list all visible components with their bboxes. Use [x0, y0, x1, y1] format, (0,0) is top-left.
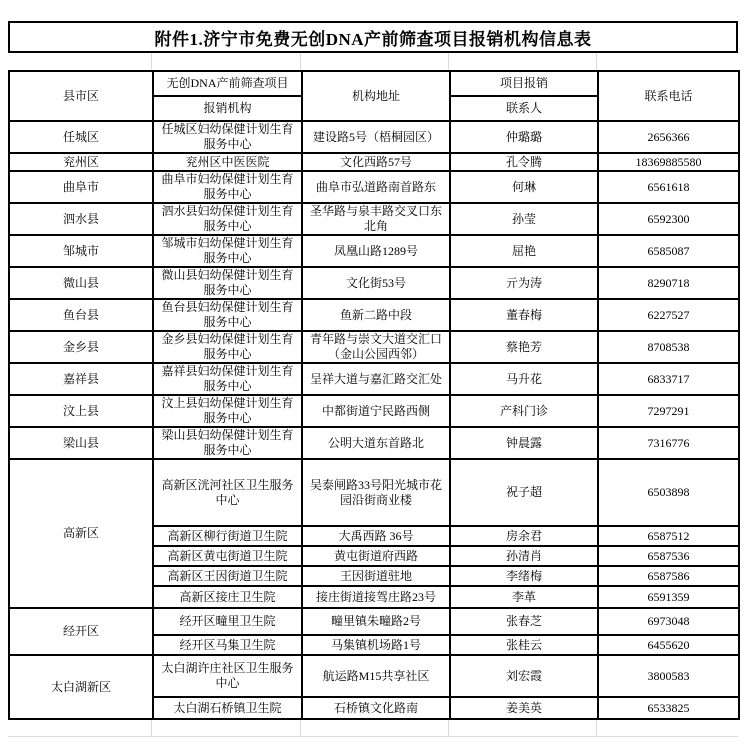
- contact-cell: 张春芝: [450, 608, 598, 635]
- table-row: [9, 299, 739, 331]
- org-cell: 梁山县妇幼保健计划生育服务中心: [153, 427, 302, 459]
- reimbursement-table: [8, 70, 740, 720]
- contact-cell: 孔令腾: [450, 153, 598, 171]
- contact-cell: 孙清肖: [450, 546, 598, 566]
- grid-gap-cell: [597, 53, 738, 70]
- org-cell: 兖州区中医医院: [153, 153, 302, 171]
- address-cell: 中都街道宁民路西侧: [302, 395, 450, 427]
- table-row: [9, 608, 739, 635]
- table-header: [9, 71, 739, 121]
- grid-gap-cell: [8, 720, 152, 736]
- address-cell: 吴泰闸路33号阳光城市花园沿街商业楼: [302, 459, 450, 526]
- phone-cell: 7297291: [598, 395, 739, 427]
- phone-cell: 6227527: [598, 299, 739, 331]
- contact-cell: 钟晨露: [450, 427, 598, 459]
- table-body: [9, 121, 739, 719]
- phone-cell: 6455620: [598, 635, 739, 655]
- org-cell: 高新区洸河社区卫生服务中心: [153, 459, 302, 526]
- grid-gap-cell: [597, 720, 738, 736]
- region-cell: 金乡县: [9, 331, 153, 363]
- grid-gap-cell: [8, 53, 152, 70]
- contact-cell: 李绪梅: [450, 566, 598, 586]
- phone-cell: 2656366: [598, 121, 739, 153]
- address-cell: 疃里镇朱疃路2号: [302, 608, 450, 635]
- address-cell: 鱼新二路中段: [302, 299, 450, 331]
- contact-cell: 屈艳: [450, 235, 598, 267]
- grid-gap-cell: [449, 53, 597, 70]
- contact-cell: 刘宏霞: [450, 655, 598, 697]
- address-cell: 青年路与崇文大道交汇口（金山公园西邻）: [302, 331, 450, 363]
- header-contact-line1: 项目报销: [450, 71, 598, 96]
- region-cell: 曲阜市: [9, 171, 153, 203]
- region-cell: 太白湖新区: [9, 655, 153, 719]
- region-cell: 微山县: [9, 267, 153, 299]
- address-cell: 王因街道驻地: [302, 566, 450, 586]
- phone-cell: 6591359: [598, 586, 739, 608]
- region-cell: 经开区: [9, 608, 153, 655]
- contact-cell: 孙莹: [450, 203, 598, 235]
- table-row: [9, 121, 739, 153]
- header-contact-line2: 联系人: [450, 96, 598, 121]
- table-row: [9, 171, 739, 203]
- address-cell: 石桥镇文化路南: [302, 697, 450, 719]
- table-row: [9, 427, 739, 459]
- phone-cell: 3800583: [598, 655, 739, 697]
- address-cell: 凤凰山路1289号: [302, 235, 450, 267]
- org-cell: 高新区接庄卫生院: [153, 586, 302, 608]
- table-row: [9, 363, 739, 395]
- phone-cell: 6503898: [598, 459, 739, 526]
- grid-gap-row-top: [8, 53, 738, 70]
- org-cell: 太白湖许庄社区卫生服务中心: [153, 655, 302, 697]
- phone-cell: 18369885580: [598, 153, 739, 171]
- contact-cell: 何琳: [450, 171, 598, 203]
- address-cell: 建设路5号（梧桐园区）: [302, 121, 450, 153]
- phone-cell: 6587512: [598, 526, 739, 546]
- address-cell: 圣华路与泉丰路交叉口东北角: [302, 203, 450, 235]
- phone-cell: 6587586: [598, 566, 739, 586]
- address-cell: 黄屯街道府西路: [302, 546, 450, 566]
- phone-cell: 8708538: [598, 331, 739, 363]
- header-region: 县市区: [9, 71, 153, 121]
- org-cell: 曲阜市妇幼保健计划生育服务中心: [153, 171, 302, 203]
- grid-gap-cell: [152, 720, 301, 736]
- contact-cell: 亓为涛: [450, 267, 598, 299]
- org-cell: 邹城市妇幼保健计划生育服务中心: [153, 235, 302, 267]
- table-row: [9, 267, 739, 299]
- table-row: [9, 235, 739, 267]
- grid-gap-row-bottom: [8, 720, 738, 737]
- contact-cell: 李革: [450, 586, 598, 608]
- grid-gap-cell: [449, 720, 597, 736]
- region-cell: 任城区: [9, 121, 153, 153]
- header-phone: 联系电话: [598, 71, 739, 121]
- phone-cell: 6587536: [598, 546, 739, 566]
- table-row: [9, 459, 739, 526]
- grid-gap-cell: [301, 720, 449, 736]
- org-cell: 微山县妇幼保健计划生育服务中心: [153, 267, 302, 299]
- contact-cell: 蔡艳芳: [450, 331, 598, 363]
- org-cell: 经开区疃里卫生院: [153, 608, 302, 635]
- table-row: [9, 655, 739, 697]
- phone-cell: 6561618: [598, 171, 739, 203]
- address-cell: 接庄街道接驾庄路23号: [302, 586, 450, 608]
- contact-cell: 姜美英: [450, 697, 598, 719]
- address-cell: 曲阜市弘道路南首路东: [302, 171, 450, 203]
- phone-cell: 6533825: [598, 697, 739, 719]
- phone-cell: 6973048: [598, 608, 739, 635]
- region-cell: 鱼台县: [9, 299, 153, 331]
- table-row: [9, 153, 739, 171]
- contact-cell: 产科门诊: [450, 395, 598, 427]
- address-cell: 航运路M15共享社区: [302, 655, 450, 697]
- grid-gap-cell: [301, 53, 449, 70]
- address-cell: 公明大道东首路北: [302, 427, 450, 459]
- table-row: [9, 395, 739, 427]
- region-cell: 兖州区: [9, 153, 153, 171]
- page-title: 附件1.济宁市免费无创DNA产前筛查项目报销机构信息表: [8, 21, 738, 53]
- org-cell: 经开区马集卫生院: [153, 635, 302, 655]
- org-cell: 鱼台县妇幼保健计划生育服务中心: [153, 299, 302, 331]
- org-cell: 泗水县妇幼保健计划生育服务中心: [153, 203, 302, 235]
- org-cell: 高新区王因街道卫生院: [153, 566, 302, 586]
- table-row: [9, 331, 739, 363]
- address-cell: 文化街53号: [302, 267, 450, 299]
- org-cell: 金乡县妇幼保健计划生育服务中心: [153, 331, 302, 363]
- contact-cell: 仲璐璐: [450, 121, 598, 153]
- org-cell: 太白湖石桥镇卫生院: [153, 697, 302, 719]
- org-cell: 嘉祥县妇幼保健计划生育服务中心: [153, 363, 302, 395]
- phone-cell: 7316776: [598, 427, 739, 459]
- header-row-1: [9, 71, 739, 96]
- contact-cell: 祝子超: [450, 459, 598, 526]
- region-cell: 梁山县: [9, 427, 153, 459]
- header-org-line1: 无创DNA产前筛查项目: [153, 71, 302, 96]
- phone-cell: 6833717: [598, 363, 739, 395]
- header-org-line2: 报销机构: [153, 96, 302, 121]
- phone-cell: 6585087: [598, 235, 739, 267]
- region-cell: 邹城市: [9, 235, 153, 267]
- region-cell: 嘉祥县: [9, 363, 153, 395]
- sheet: [8, 21, 738, 737]
- address-cell: 呈祥大道与嘉汇路交汇处: [302, 363, 450, 395]
- address-cell: 马集镇机场路1号: [302, 635, 450, 655]
- phone-cell: 6592300: [598, 203, 739, 235]
- org-cell: 汶上县妇幼保健计划生育服务中心: [153, 395, 302, 427]
- org-cell: 高新区柳行街道卫生院: [153, 526, 302, 546]
- contact-cell: 张桂云: [450, 635, 598, 655]
- grid-gap-cell: [152, 53, 301, 70]
- contact-cell: 房余君: [450, 526, 598, 546]
- region-cell: 高新区: [9, 459, 153, 608]
- address-cell: 文化西路57号: [302, 153, 450, 171]
- address-cell: 大禹西路 36号: [302, 526, 450, 546]
- region-cell: 泗水县: [9, 203, 153, 235]
- region-cell: 汶上县: [9, 395, 153, 427]
- org-cell: 高新区黄屯街道卫生院: [153, 546, 302, 566]
- contact-cell: 马升花: [450, 363, 598, 395]
- header-address: 机构地址: [302, 71, 450, 121]
- table-row: [9, 203, 739, 235]
- phone-cell: 8290718: [598, 267, 739, 299]
- contact-cell: 董春梅: [450, 299, 598, 331]
- org-cell: 任城区妇幼保健计划生育服务中心: [153, 121, 302, 153]
